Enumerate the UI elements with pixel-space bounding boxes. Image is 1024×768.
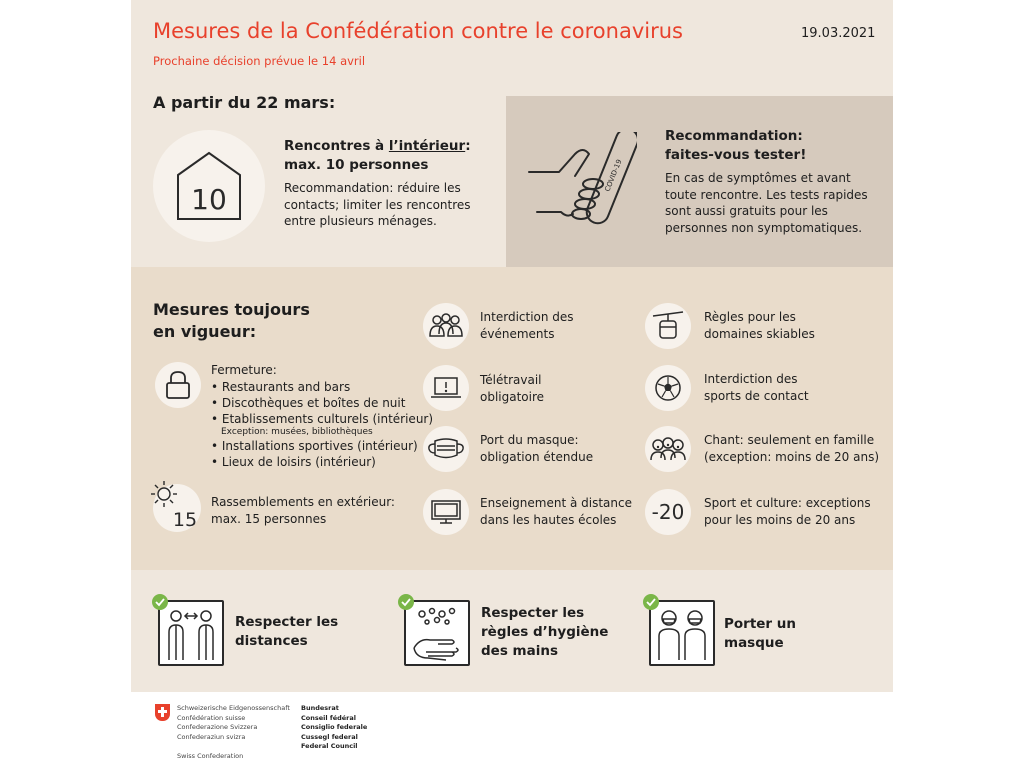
closure-exception: Exception: musées, bibliothèques [221,426,373,437]
list-item: • Discothèques et boîtes de nuit [211,395,406,410]
sun-15-icon [149,480,201,535]
lock-icon [155,362,201,408]
closure-block [211,362,441,470]
football-icon [645,365,691,411]
ongoing-heading: Mesures toujours en vigueur: [153,300,310,341]
remote-teaching-text: Enseignement à distance dans les hautes écoles [480,496,632,527]
house-number: 10 [191,183,227,216]
tester-title: Recommandation: faites-vous tester! [665,128,807,163]
rule-hygiene-label: Respecter les règles d’hygiène des mains [481,605,609,659]
federal-council-names: Bundesrat Conseil fédéral Consiglio federale Cussegl federal Federal Council [301,704,368,750]
outdoor-number: 15 [172,509,198,531]
list-item: • Etablissements culturels (intérieur) Exception: musées, bibliothèques [211,411,441,438]
youth-exception-text: Sport et culture: exceptions pour les moins de 20 ans [704,496,871,527]
masked-people-icon [649,600,715,666]
closure-list [211,379,441,470]
contact-sports-text: Interdiction des sports de contact [704,372,809,403]
singing-text: Chant: seulement en famille (exception: moins de 20 ans) [704,433,880,464]
monitor-icon [423,489,469,535]
next-decision-note: Prochaine décision prévue le 14 avril [153,54,366,68]
distance-icon [158,600,224,666]
outdoor-text: Rassemblements en extérieur: max. 15 personnes [211,495,395,526]
laptop-warning-icon [423,365,469,411]
list-item: • Restaurants and bars [211,379,351,394]
tube-label: COVID-19 [603,158,624,193]
check-icon [398,594,414,610]
crowd-icon [423,303,469,349]
meetings-title: Rencontres à l’intérieur: max. 10 personnes [284,138,471,173]
check-icon [152,594,168,610]
test-tube-hand-icon [527,132,637,227]
events-ban-text: Interdiction des événements [480,310,574,341]
cable-car-icon [645,303,691,349]
check-icon [643,594,659,610]
ski-rules-text: Règles pour les domaines skiables [704,310,815,341]
house-10-icon [153,130,265,242]
mask-icon [423,426,469,472]
under-20-icon: -20 [645,489,691,535]
closure-title: Fermeture: [211,363,277,377]
choir-icon [645,426,691,472]
swiss-coat-of-arms [155,704,170,721]
confederation-names: Schweizerische Eidgenossenschaft Confédération suisse Confederazione Svizzera Confederaziun svizra Swiss Confederation [177,704,290,760]
list-item: • Lieux de loisirs (intérieur) [211,454,376,469]
tester-text: En cas de symptômes et avant toute rencontre. Les tests rapides sont aussi gratuits pour les personnes non symptomatiques. [665,171,868,235]
rule-mask-label: Porter un masque [724,616,797,651]
mask-rule-text: Port du masque: obligation étendue [480,433,594,464]
list-item: • Installations sportives (intérieur) [211,438,418,453]
infographic [131,0,893,768]
meetings-text: Recommandation: réduire les contacts; limiter les rencontres entre plusieurs ménages. [284,181,471,228]
page-title: Mesures de la Confédération contre le coronavirus [153,19,683,43]
date-label: 19.03.2021 [801,26,876,41]
rule-distance-label: Respecter les distances [235,614,339,649]
hand-hygiene-icon [404,600,470,666]
from-date-heading: A partir du 22 mars: [153,93,336,112]
telework-text: Télétravail obligatoire [480,373,545,404]
